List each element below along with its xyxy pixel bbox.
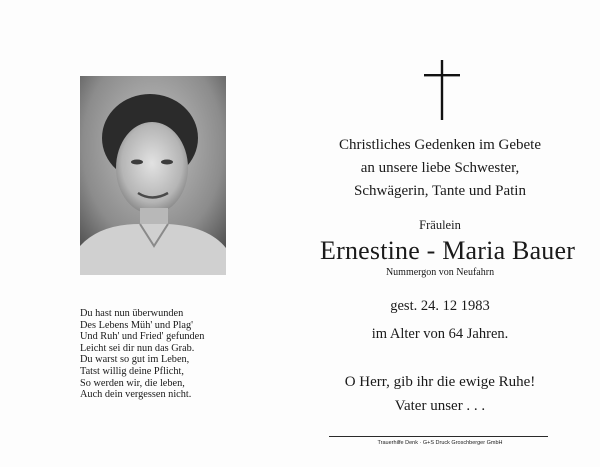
poem-line: Tatst willig deine Pflicht, [80, 365, 184, 377]
portrait-photo-icon [80, 76, 226, 275]
poem-line: Auch dein vergessen nicht. [80, 389, 192, 401]
portrait-photo [80, 76, 226, 275]
prayer-line: O Herr, gib ihr die ewige Ruhe! [344, 374, 536, 390]
memorial-intro-line-1: Christliches Gedenken im Gebete [338, 137, 542, 153]
honorific-title: Fräulein [419, 218, 461, 232]
memorial-intro-line-3: Schwägerin, Tante und Patin [354, 183, 526, 199]
memorial-intro-line-2: an unsere liebe Schwester, [360, 160, 520, 176]
poem-line: Du warst so gut im Leben, [80, 354, 190, 366]
poem-line: Und Ruh' und Fried' gefunden [80, 331, 205, 343]
death-date: gest. 24. 12 1983 [390, 298, 490, 314]
printer-credit: Trauerhilfe Denk · G+S Druck Groschberger GmbH [377, 440, 503, 446]
age-at-death: im Alter von 64 Jahren. [371, 326, 509, 342]
closing-prayer: Vater unser . . . [394, 398, 486, 414]
poem-line: Des Lebens Müh' und Plag' [80, 319, 193, 331]
cross-icon [424, 60, 460, 120]
deceased-name: Ernestine - Maria Bauer [320, 236, 576, 265]
memorial-poem [80, 308, 280, 401]
poem-line: Leicht sei dir nun das Grab. [80, 342, 195, 354]
footer-divider [329, 436, 548, 437]
poem-line: Du hast nun überwunden [80, 308, 184, 319]
poem-line: So werden wir, die leben, [80, 377, 185, 389]
deceased-subtitle: Nummergon von Neufahrn [385, 267, 495, 278]
